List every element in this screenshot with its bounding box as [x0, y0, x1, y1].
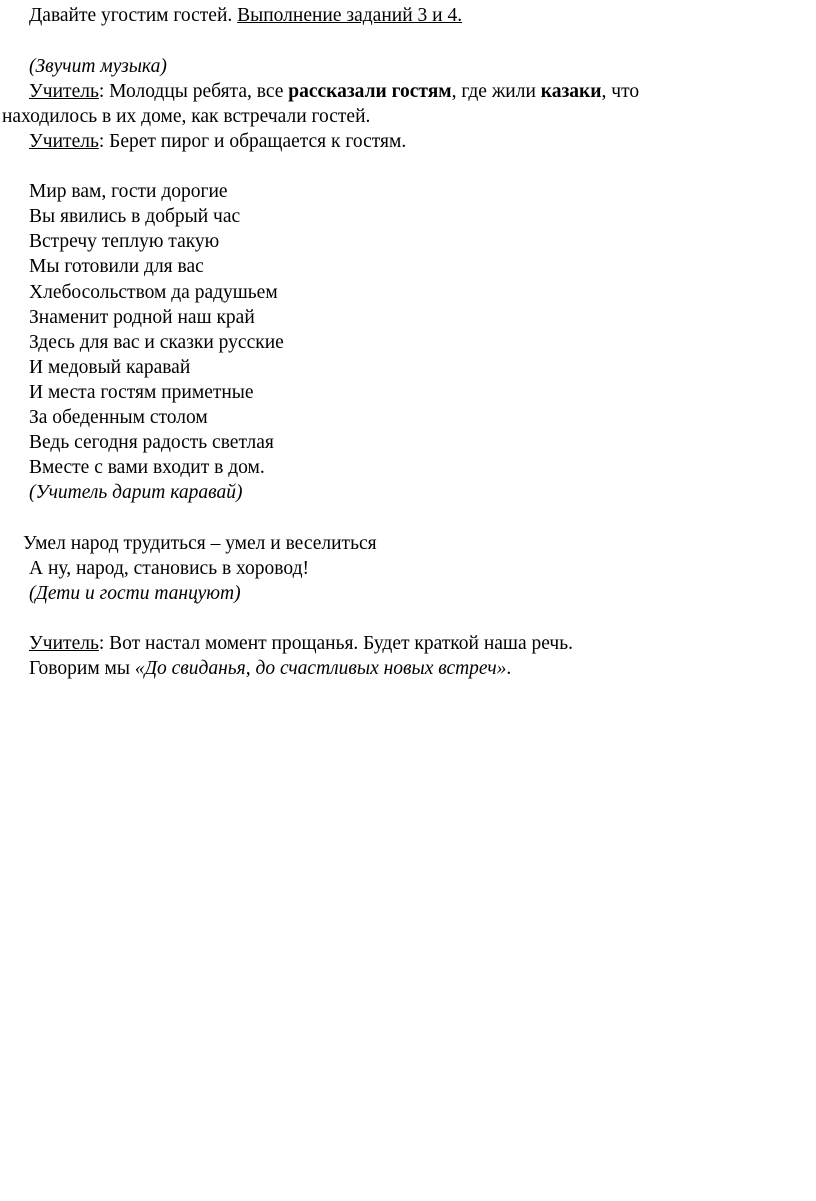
poem-line: И медовый каравай [29, 357, 191, 378]
poem-line: Знаменит родной наш край [29, 307, 255, 328]
dance-line-2: А ну, народ, становись в хоровод! [29, 558, 309, 579]
farewell-quote: «До свиданья, до счастливых новых встреч» [134, 658, 507, 679]
farewell-line-1 [29, 631, 573, 656]
gift-note: (Учитель дарит каравай) [29, 482, 243, 503]
poem-line: Хлебосольством да радушьем [29, 282, 278, 303]
dance-note: (Дети и гости танцуют) [29, 583, 241, 604]
poem-line: Здесь для вас и сказки русские [29, 332, 284, 353]
poem-line: Встречу теплую такую [29, 231, 220, 252]
bold-phrase: рассказали гостям [288, 81, 452, 102]
teacher-text-part: , что [601, 81, 640, 102]
speaker-label: Учитель [29, 131, 99, 152]
poem-line: Вы явились в добрый час [29, 206, 241, 227]
intro-text: Давайте угостим гостей. [29, 5, 238, 26]
farewell-text: : Вот настал момент прощанья. Будет краткой наша речь. [98, 633, 573, 654]
farewell-line-2 [29, 656, 511, 681]
poem-line: Вместе с вами входит в дом. [29, 457, 265, 478]
assignment-reference: Выполнение заданий 3 и 4. [237, 5, 463, 26]
farewell-suffix: . [506, 658, 512, 679]
speaker-label: Учитель [29, 633, 99, 654]
bold-phrase: казаки [540, 81, 602, 102]
teacher-text-part: : Молодцы ребята, все [98, 81, 289, 102]
poem-line: И места гостям приметные [29, 382, 254, 403]
speaker-label: Учитель [29, 81, 99, 102]
dance-line-1: Умел народ трудиться – умел и веселиться [23, 533, 377, 554]
intro-line [29, 3, 462, 28]
farewell-prefix: Говорим мы [29, 658, 135, 679]
poem-line: Мы готовили для вас [29, 256, 204, 277]
teacher-line-2 [29, 129, 406, 154]
teacher-line-1-continuation: находилось в их доме, как встречали гостей. [2, 106, 371, 127]
poem-line: За обеденным столом [29, 407, 208, 428]
music-note: (Звучит музыка) [29, 56, 167, 77]
poem-line: Мир вам, гости дорогие [29, 181, 228, 202]
teacher-line-1 [29, 79, 639, 104]
poem-line: Ведь сегодня радость светлая [29, 432, 274, 453]
teacher-text: : Берет пирог и обращается к гостям. [98, 131, 407, 152]
teacher-text-part: , где жили [451, 81, 541, 102]
